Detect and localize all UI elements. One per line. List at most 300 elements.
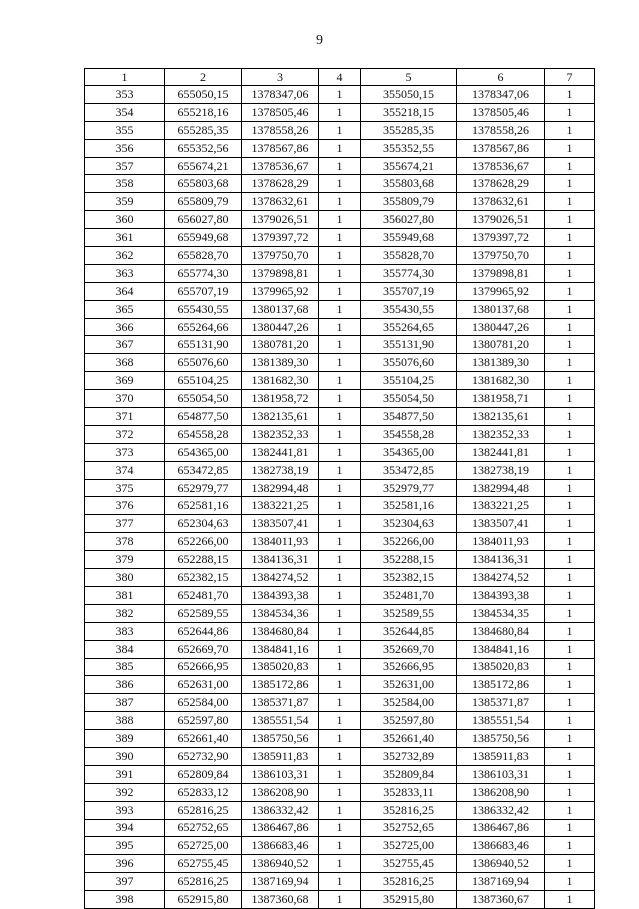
table-cell-col-1: 364 [85, 282, 165, 300]
table-cell-col-6: 1384274,52 [457, 569, 545, 587]
table-cell-col-3: 1382135,61 [242, 408, 319, 426]
table-cell-col-2: 653472,85 [165, 461, 242, 479]
table-cell-col-7: 1 [545, 461, 595, 479]
table-cell-col-7: 1 [545, 282, 595, 300]
table-cell-col-4: 1 [319, 855, 361, 873]
table-cell-col-5: 352666,95 [361, 658, 457, 676]
table-cell-col-4: 1 [319, 229, 361, 247]
table-cell-col-6: 1385750,56 [457, 730, 545, 748]
table-cell-col-6: 1378628,29 [457, 175, 545, 193]
table-cell-col-4: 1 [319, 461, 361, 479]
table-cell-col-2: 655774,30 [165, 264, 242, 282]
table-cell-col-3: 1384393,38 [242, 586, 319, 604]
table-cell-col-6: 1385172,86 [457, 676, 545, 694]
table-cell-col-3: 1378536,67 [242, 157, 319, 175]
table-cell-col-7: 1 [545, 497, 595, 515]
table-row [85, 604, 595, 622]
table-cell-col-5: 355430,55 [361, 300, 457, 318]
table-cell-col-2: 652809,84 [165, 765, 242, 783]
table-cell-col-6: 1378505,46 [457, 103, 545, 121]
table-cell-col-2: 655430,55 [165, 300, 242, 318]
column-header-2: 2 [165, 69, 242, 86]
table-cell-col-7: 1 [545, 139, 595, 157]
table-cell-col-2: 655131,90 [165, 336, 242, 354]
table-row [85, 640, 595, 658]
table-cell-col-4: 1 [319, 425, 361, 443]
table-row [85, 247, 595, 265]
table-cell-col-3: 1380137,68 [242, 300, 319, 318]
table-cell-col-3: 1387169,94 [242, 873, 319, 891]
table-cell-col-1: 369 [85, 372, 165, 390]
table-cell-col-1: 398 [85, 891, 165, 909]
table-row [85, 103, 595, 121]
table-cell-col-6: 1386332,42 [457, 801, 545, 819]
table-row [85, 515, 595, 533]
table-row [85, 479, 595, 497]
table-row [85, 425, 595, 443]
table-cell-col-6: 1381958,71 [457, 390, 545, 408]
table-cell-col-1: 363 [85, 264, 165, 282]
table-cell-col-5: 352915,80 [361, 891, 457, 909]
table-cell-col-3: 1385371,87 [242, 694, 319, 712]
table-cell-col-2: 652584,00 [165, 694, 242, 712]
table-cell-col-4: 1 [319, 157, 361, 175]
table-cell-col-6: 1382994,48 [457, 479, 545, 497]
table-cell-col-1: 361 [85, 229, 165, 247]
table-row [85, 372, 595, 390]
table-cell-col-7: 1 [545, 604, 595, 622]
table-cell-col-6: 1384534,35 [457, 604, 545, 622]
table-cell-col-3: 1386683,46 [242, 837, 319, 855]
table-cell-col-1: 372 [85, 425, 165, 443]
table-cell-col-2: 655809,79 [165, 193, 242, 211]
table-cell-col-2: 655674,21 [165, 157, 242, 175]
page-number: 9 [316, 33, 323, 48]
table-row [85, 282, 595, 300]
table-row [85, 408, 595, 426]
table-row [85, 622, 595, 640]
table-cell-col-5: 352288,15 [361, 551, 457, 569]
header-row [85, 69, 595, 86]
table-row [85, 873, 595, 891]
column-header-7: 7 [545, 69, 595, 86]
table-cell-col-6: 1386683,46 [457, 837, 545, 855]
table-cell-col-5: 354558,28 [361, 425, 457, 443]
table-cell-col-6: 1382135,61 [457, 408, 545, 426]
table-cell-col-7: 1 [545, 354, 595, 372]
table-cell-col-4: 1 [319, 622, 361, 640]
table-cell-col-4: 1 [319, 86, 361, 104]
table-row [85, 658, 595, 676]
table-cell-col-3: 1384534,36 [242, 604, 319, 622]
table-cell-col-6: 1378536,67 [457, 157, 545, 175]
table-cell-col-2: 655218,16 [165, 103, 242, 121]
table-cell-col-6: 1385911,83 [457, 747, 545, 765]
table-cell-col-4: 1 [319, 282, 361, 300]
table-row [85, 443, 595, 461]
table-cell-col-4: 1 [319, 372, 361, 390]
table-cell-col-2: 655828,70 [165, 247, 242, 265]
table-cell-col-4: 1 [319, 551, 361, 569]
column-header-4: 4 [319, 69, 361, 86]
table-cell-col-3: 1386103,31 [242, 765, 319, 783]
table-row [85, 569, 595, 587]
table-cell-col-3: 1386332,42 [242, 801, 319, 819]
table-cell-col-3: 1378558,26 [242, 121, 319, 139]
table-row [85, 676, 595, 694]
table-cell-col-6: 1382738,19 [457, 461, 545, 479]
table-cell-col-4: 1 [319, 873, 361, 891]
table-cell-col-1: 370 [85, 390, 165, 408]
table-cell-col-7: 1 [545, 551, 595, 569]
table-cell-col-6: 1379397,72 [457, 229, 545, 247]
table-cell-col-5: 352979,77 [361, 479, 457, 497]
table-cell-col-3: 1381389,30 [242, 354, 319, 372]
table-cell-col-1: 359 [85, 193, 165, 211]
table-row [85, 765, 595, 783]
table-cell-col-2: 652266,00 [165, 533, 242, 551]
table-row [85, 157, 595, 175]
table-cell-col-4: 1 [319, 318, 361, 336]
table-cell-col-4: 1 [319, 264, 361, 282]
table-row [85, 497, 595, 515]
table-cell-col-5: 352669,70 [361, 640, 457, 658]
table-header [85, 69, 595, 86]
table-cell-col-1: 380 [85, 569, 165, 587]
table-cell-col-2: 652631,00 [165, 676, 242, 694]
table-cell-col-6: 1386940,52 [457, 855, 545, 873]
table-row [85, 390, 595, 408]
table-row [85, 891, 595, 909]
table-row [85, 837, 595, 855]
table-row [85, 730, 595, 748]
table-cell-col-5: 355774,30 [361, 264, 457, 282]
table-cell-col-5: 355674,21 [361, 157, 457, 175]
table-cell-col-3: 1384011,93 [242, 533, 319, 551]
table-cell-col-2: 655054,50 [165, 390, 242, 408]
table-cell-col-3: 1379397,72 [242, 229, 319, 247]
table-cell-col-7: 1 [545, 622, 595, 640]
table-cell-col-5: 352725,00 [361, 837, 457, 855]
table-cell-col-3: 1384274,52 [242, 569, 319, 587]
table-cell-col-2: 652732,90 [165, 747, 242, 765]
table-row [85, 175, 595, 193]
table-cell-col-1: 358 [85, 175, 165, 193]
table-cell-col-1: 382 [85, 604, 165, 622]
table-cell-col-5: 352584,00 [361, 694, 457, 712]
table-cell-col-3: 1385172,86 [242, 676, 319, 694]
table-cell-col-1: 378 [85, 533, 165, 551]
table-cell-col-6: 1387169,94 [457, 873, 545, 891]
table-cell-col-7: 1 [545, 229, 595, 247]
table-cell-col-7: 1 [545, 157, 595, 175]
table-cell-col-3: 1378567,86 [242, 139, 319, 157]
table-cell-col-1: 381 [85, 586, 165, 604]
column-header-3: 3 [242, 69, 319, 86]
table-cell-col-1: 390 [85, 747, 165, 765]
table-row [85, 193, 595, 211]
table-cell-col-4: 1 [319, 658, 361, 676]
table-cell-col-4: 1 [319, 676, 361, 694]
table-cell-col-2: 652644,86 [165, 622, 242, 640]
table-cell-col-5: 355949,68 [361, 229, 457, 247]
table-row [85, 86, 595, 104]
table-cell-col-3: 1379750,70 [242, 247, 319, 265]
table-cell-col-7: 1 [545, 86, 595, 104]
table-cell-col-6: 1387360,67 [457, 891, 545, 909]
table-row [85, 211, 595, 229]
table-cell-col-2: 652755,45 [165, 855, 242, 873]
table-row [85, 819, 595, 837]
table-cell-col-3: 1378505,46 [242, 103, 319, 121]
table-cell-col-6: 1385551,54 [457, 712, 545, 730]
table-cell-col-6: 1384393,38 [457, 586, 545, 604]
column-header-5: 5 [361, 69, 457, 86]
table-cell-col-4: 1 [319, 479, 361, 497]
table-cell-col-3: 1385020,83 [242, 658, 319, 676]
table-cell-col-7: 1 [545, 712, 595, 730]
table-cell-col-3: 1385750,56 [242, 730, 319, 748]
table-cell-col-7: 1 [545, 837, 595, 855]
table-cell-col-4: 1 [319, 497, 361, 515]
table-cell-col-1: 354 [85, 103, 165, 121]
table-cell-col-1: 367 [85, 336, 165, 354]
table-cell-col-2: 655352,56 [165, 139, 242, 157]
table-cell-col-7: 1 [545, 300, 595, 318]
table-cell-col-4: 1 [319, 640, 361, 658]
table-cell-col-4: 1 [319, 336, 361, 354]
table-cell-col-4: 1 [319, 193, 361, 211]
table-cell-col-2: 652597,80 [165, 712, 242, 730]
table-cell-col-5: 352589,55 [361, 604, 457, 622]
table-cell-col-4: 1 [319, 533, 361, 551]
table-cell-col-4: 1 [319, 586, 361, 604]
table-cell-col-4: 1 [319, 712, 361, 730]
table-cell-col-6: 1381389,30 [457, 354, 545, 372]
table-cell-col-5: 352382,15 [361, 569, 457, 587]
table-cell-col-6: 1384841,16 [457, 640, 545, 658]
table-cell-col-1: 374 [85, 461, 165, 479]
table-cell-col-3: 1384136,31 [242, 551, 319, 569]
table-cell-col-3: 1378632,61 [242, 193, 319, 211]
table-cell-col-2: 655285,35 [165, 121, 242, 139]
table-cell-col-1: 355 [85, 121, 165, 139]
table-cell-col-7: 1 [545, 855, 595, 873]
table-cell-col-6: 1383507,41 [457, 515, 545, 533]
table-cell-col-5: 355809,79 [361, 193, 457, 211]
table-cell-col-4: 1 [319, 747, 361, 765]
table-cell-col-6: 1378558,26 [457, 121, 545, 139]
table-cell-col-1: 371 [85, 408, 165, 426]
table-cell-col-7: 1 [545, 390, 595, 408]
table-cell-col-5: 352661,40 [361, 730, 457, 748]
table-cell-col-4: 1 [319, 408, 361, 426]
table-cell-col-3: 1382994,48 [242, 479, 319, 497]
table-cell-col-2: 652816,25 [165, 873, 242, 891]
table-cell-col-7: 1 [545, 730, 595, 748]
table-cell-col-1: 377 [85, 515, 165, 533]
table-cell-col-2: 652669,70 [165, 640, 242, 658]
table-cell-col-7: 1 [545, 211, 595, 229]
table-cell-col-2: 655803,68 [165, 175, 242, 193]
table-cell-col-2: 652666,95 [165, 658, 242, 676]
table-cell-col-7: 1 [545, 193, 595, 211]
table-cell-col-7: 1 [545, 515, 595, 533]
table-cell-col-6: 1378347,06 [457, 86, 545, 104]
table-cell-col-3: 1378347,06 [242, 86, 319, 104]
table-cell-col-7: 1 [545, 479, 595, 497]
table-cell-col-5: 355104,25 [361, 372, 457, 390]
table-cell-col-2: 652833,12 [165, 783, 242, 801]
table-cell-col-3: 1386940,52 [242, 855, 319, 873]
table-cell-col-4: 1 [319, 354, 361, 372]
table-cell-col-3: 1384680,84 [242, 622, 319, 640]
table-cell-col-2: 652915,80 [165, 891, 242, 909]
table-cell-col-1: 383 [85, 622, 165, 640]
table-cell-col-5: 352816,25 [361, 801, 457, 819]
table-cell-col-4: 1 [319, 390, 361, 408]
table-cell-col-1: 376 [85, 497, 165, 515]
table-cell-col-1: 395 [85, 837, 165, 855]
table-cell-col-7: 1 [545, 569, 595, 587]
table-cell-col-5: 355707,19 [361, 282, 457, 300]
table-cell-col-7: 1 [545, 121, 595, 139]
table-cell-col-1: 362 [85, 247, 165, 265]
table-cell-col-2: 654877,50 [165, 408, 242, 426]
table-row [85, 855, 595, 873]
table-cell-col-2: 652979,77 [165, 479, 242, 497]
table-cell-col-7: 1 [545, 103, 595, 121]
table-cell-col-1: 388 [85, 712, 165, 730]
table-cell-col-5: 352304,63 [361, 515, 457, 533]
table-cell-col-2: 652581,16 [165, 497, 242, 515]
table-cell-col-1: 365 [85, 300, 165, 318]
table-cell-col-7: 1 [545, 640, 595, 658]
table-cell-col-5: 352755,45 [361, 855, 457, 873]
table-cell-col-2: 655104,25 [165, 372, 242, 390]
table-cell-col-6: 1379750,70 [457, 247, 545, 265]
table-cell-col-6: 1385020,83 [457, 658, 545, 676]
table-cell-col-7: 1 [545, 801, 595, 819]
table-row [85, 336, 595, 354]
table-cell-col-7: 1 [545, 819, 595, 837]
table-cell-col-2: 652481,70 [165, 586, 242, 604]
table-cell-col-1: 360 [85, 211, 165, 229]
table-cell-col-2: 655076,60 [165, 354, 242, 372]
table-cell-col-1: 384 [85, 640, 165, 658]
table-cell-col-5: 352732,89 [361, 747, 457, 765]
table-cell-col-3: 1380447,26 [242, 318, 319, 336]
table-cell-col-5: 356027,80 [361, 211, 457, 229]
table-cell-col-3: 1381682,30 [242, 372, 319, 390]
table-cell-col-1: 392 [85, 783, 165, 801]
table-cell-col-4: 1 [319, 604, 361, 622]
table-cell-col-7: 1 [545, 318, 595, 336]
table-cell-col-6: 1384680,84 [457, 622, 545, 640]
table-cell-col-4: 1 [319, 247, 361, 265]
table-cell-col-2: 652661,40 [165, 730, 242, 748]
table-cell-col-1: 375 [85, 479, 165, 497]
table-cell-col-5: 352644,85 [361, 622, 457, 640]
table-cell-col-5: 354365,00 [361, 443, 457, 461]
table-cell-col-2: 652725,00 [165, 837, 242, 855]
table-cell-col-2: 655050,15 [165, 86, 242, 104]
table-cell-col-1: 368 [85, 354, 165, 372]
table-cell-col-1: 356 [85, 139, 165, 157]
table-cell-col-3: 1379965,92 [242, 282, 319, 300]
table-row [85, 139, 595, 157]
table-cell-col-6: 1378567,86 [457, 139, 545, 157]
table-row [85, 551, 595, 569]
table-cell-col-7: 1 [545, 747, 595, 765]
table-row [85, 694, 595, 712]
table-cell-col-3: 1384841,16 [242, 640, 319, 658]
table-cell-col-2: 655707,19 [165, 282, 242, 300]
table-row [85, 300, 595, 318]
table-cell-col-6: 1380137,68 [457, 300, 545, 318]
table-cell-col-1: 389 [85, 730, 165, 748]
table-cell-col-5: 355264,65 [361, 318, 457, 336]
table-cell-col-1: 396 [85, 855, 165, 873]
table-cell-col-7: 1 [545, 676, 595, 694]
table-cell-col-1: 397 [85, 873, 165, 891]
table-cell-col-5: 355054,50 [361, 390, 457, 408]
table-cell-col-2: 652288,15 [165, 551, 242, 569]
table-cell-col-3: 1386467,86 [242, 819, 319, 837]
table-cell-col-5: 355050,15 [361, 86, 457, 104]
table-row [85, 264, 595, 282]
table-cell-col-1: 394 [85, 819, 165, 837]
table-cell-col-7: 1 [545, 336, 595, 354]
table-cell-col-1: 386 [85, 676, 165, 694]
table-cell-col-4: 1 [319, 515, 361, 533]
table-cell-col-5: 355218,15 [361, 103, 457, 121]
table-cell-col-5: 352597,80 [361, 712, 457, 730]
table-cell-col-6: 1384136,31 [457, 551, 545, 569]
table-cell-col-6: 1379898,81 [457, 264, 545, 282]
table-row [85, 747, 595, 765]
table-cell-col-1: 366 [85, 318, 165, 336]
table-row [85, 354, 595, 372]
table-cell-col-5: 352809,84 [361, 765, 457, 783]
table-cell-col-2: 655264,66 [165, 318, 242, 336]
table-cell-col-5: 355803,68 [361, 175, 457, 193]
table-cell-col-7: 1 [545, 891, 595, 909]
table-cell-col-6: 1378632,61 [457, 193, 545, 211]
table-cell-col-5: 353472,85 [361, 461, 457, 479]
table-cell-col-6: 1386208,90 [457, 783, 545, 801]
table-cell-col-3: 1378628,29 [242, 175, 319, 193]
table-cell-col-4: 1 [319, 765, 361, 783]
table-cell-col-1: 353 [85, 86, 165, 104]
table-cell-col-6: 1383221,25 [457, 497, 545, 515]
table-cell-col-5: 352266,00 [361, 533, 457, 551]
table-cell-col-6: 1386467,86 [457, 819, 545, 837]
table-cell-col-7: 1 [545, 694, 595, 712]
table-cell-col-4: 1 [319, 837, 361, 855]
table-cell-col-1: 357 [85, 157, 165, 175]
table-cell-col-6: 1384011,93 [457, 533, 545, 551]
table-cell-col-6: 1380781,20 [457, 336, 545, 354]
table-row [85, 461, 595, 479]
table-cell-col-2: 652752,65 [165, 819, 242, 837]
table-cell-col-2: 652382,15 [165, 569, 242, 587]
table-cell-col-4: 1 [319, 801, 361, 819]
table-cell-col-1: 373 [85, 443, 165, 461]
table-cell-col-1: 379 [85, 551, 165, 569]
table-body [85, 86, 595, 909]
table-cell-col-5: 352833,11 [361, 783, 457, 801]
